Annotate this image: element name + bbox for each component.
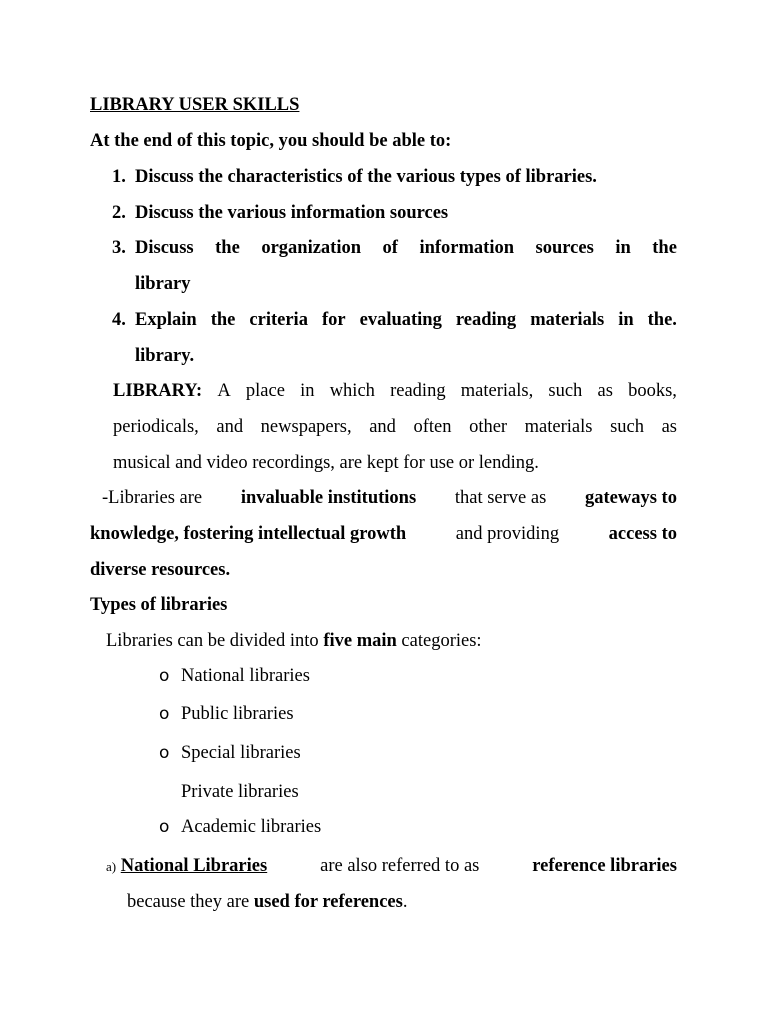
word: evaluating bbox=[359, 310, 442, 330]
bullet-icon: o bbox=[159, 817, 170, 837]
objectives-intro: At the end of this topic, you should be able to: bbox=[90, 131, 452, 151]
national-lead bbox=[106, 854, 267, 879]
word: and bbox=[369, 417, 396, 437]
definition-line-1 bbox=[113, 379, 677, 403]
list-item bbox=[159, 780, 299, 804]
list-item-label: National libraries bbox=[181, 666, 310, 686]
word: such bbox=[610, 417, 644, 437]
bold-term: National Libraries bbox=[120, 856, 268, 876]
bullet-icon: o bbox=[159, 704, 170, 724]
word: materials bbox=[530, 310, 605, 330]
page-title: LIBRARY USER SKILLS bbox=[90, 95, 300, 115]
word: periodicals, bbox=[113, 417, 199, 437]
objective-number: 4. bbox=[112, 310, 126, 330]
bold-phrase: gateways to bbox=[585, 488, 677, 508]
objective-text: Discuss the characteristics of the various types of libraries. bbox=[135, 167, 597, 187]
list-item-label: Public libraries bbox=[181, 704, 294, 724]
bold-phrase: knowledge, fostering intellectual growth bbox=[90, 524, 407, 544]
list-item bbox=[159, 741, 301, 765]
definition-line-3: musical and video recordings, are kept for use or lending. bbox=[113, 453, 539, 473]
text-run: -Libraries are bbox=[102, 488, 203, 508]
definition-line-2 bbox=[113, 415, 677, 439]
word: and bbox=[216, 417, 244, 437]
word: other bbox=[469, 417, 508, 437]
word: for bbox=[321, 310, 346, 330]
word: Discuss bbox=[135, 238, 194, 258]
word: such bbox=[548, 381, 583, 401]
national-line-1 bbox=[106, 854, 677, 879]
objective-4-continuation: library. bbox=[135, 346, 195, 366]
text-run: . bbox=[402, 892, 408, 912]
text-run: and providing bbox=[455, 524, 560, 544]
objective-number: 2. bbox=[112, 203, 126, 223]
objective-number: 3. bbox=[112, 238, 126, 258]
text-run: are also referred to as bbox=[320, 856, 480, 876]
institutions-line-1 bbox=[102, 486, 677, 510]
word: which bbox=[329, 381, 375, 401]
objective-number: 1. bbox=[112, 167, 126, 187]
word: in bbox=[300, 381, 315, 401]
text-run: because they are bbox=[127, 892, 250, 912]
bullet-icon: o bbox=[159, 666, 170, 686]
word: as bbox=[661, 417, 677, 437]
word: the bbox=[652, 238, 677, 258]
word: the. bbox=[647, 310, 677, 330]
word: criteria bbox=[249, 310, 308, 330]
word: books, bbox=[628, 381, 677, 401]
text-run: that serve as bbox=[454, 488, 547, 508]
objective-4-text bbox=[135, 308, 677, 332]
objective-text: Discuss the various information sources bbox=[135, 203, 449, 223]
objective-4-number-line bbox=[112, 308, 135, 332]
word: information bbox=[419, 238, 515, 258]
text-run: categories: bbox=[401, 631, 482, 651]
list-item-label: Academic libraries bbox=[181, 817, 322, 837]
word: reading bbox=[455, 310, 517, 330]
bold-phrase: access to bbox=[608, 524, 677, 544]
objective-3-continuation: library bbox=[135, 274, 191, 294]
objective-3-number-line bbox=[112, 236, 135, 260]
word: of bbox=[382, 238, 398, 258]
bullet-icon: o bbox=[159, 743, 170, 763]
institutions-line-2 bbox=[90, 522, 677, 546]
word: Explain bbox=[135, 310, 197, 330]
word: materials bbox=[524, 417, 593, 437]
list-item bbox=[159, 664, 310, 688]
word: organization bbox=[261, 238, 362, 258]
bold-phrase: five main bbox=[323, 631, 397, 651]
national-line-2 bbox=[127, 890, 407, 914]
definition-term: LIBRARY: bbox=[113, 381, 203, 401]
objective-2 bbox=[112, 201, 448, 225]
word: place bbox=[245, 381, 285, 401]
word: the bbox=[210, 310, 236, 330]
word: A bbox=[217, 381, 231, 401]
list-item bbox=[159, 815, 321, 839]
word: in bbox=[615, 238, 631, 258]
objective-3-text bbox=[135, 236, 677, 260]
list-item-label: Private libraries bbox=[181, 782, 299, 802]
word: often bbox=[413, 417, 452, 437]
list-marker: a) bbox=[106, 859, 117, 874]
word: materials, bbox=[460, 381, 534, 401]
bold-phrase: used for references bbox=[253, 892, 403, 912]
types-intro bbox=[106, 629, 482, 653]
word: the bbox=[215, 238, 240, 258]
list-item-label: Special libraries bbox=[181, 743, 301, 763]
institutions-line-3: diverse resources. bbox=[90, 560, 231, 580]
text-run: Libraries can be divided into bbox=[106, 631, 319, 651]
word: newspapers, bbox=[260, 417, 352, 437]
list-item bbox=[159, 702, 294, 726]
word: sources bbox=[535, 238, 594, 258]
word: in bbox=[618, 310, 634, 330]
objective-1 bbox=[112, 165, 597, 189]
types-heading: Types of libraries bbox=[90, 595, 228, 615]
word: reading bbox=[390, 381, 446, 401]
bold-phrase: invaluable institutions bbox=[240, 488, 417, 508]
bold-phrase: reference libraries bbox=[532, 856, 677, 876]
word: as bbox=[597, 381, 613, 401]
